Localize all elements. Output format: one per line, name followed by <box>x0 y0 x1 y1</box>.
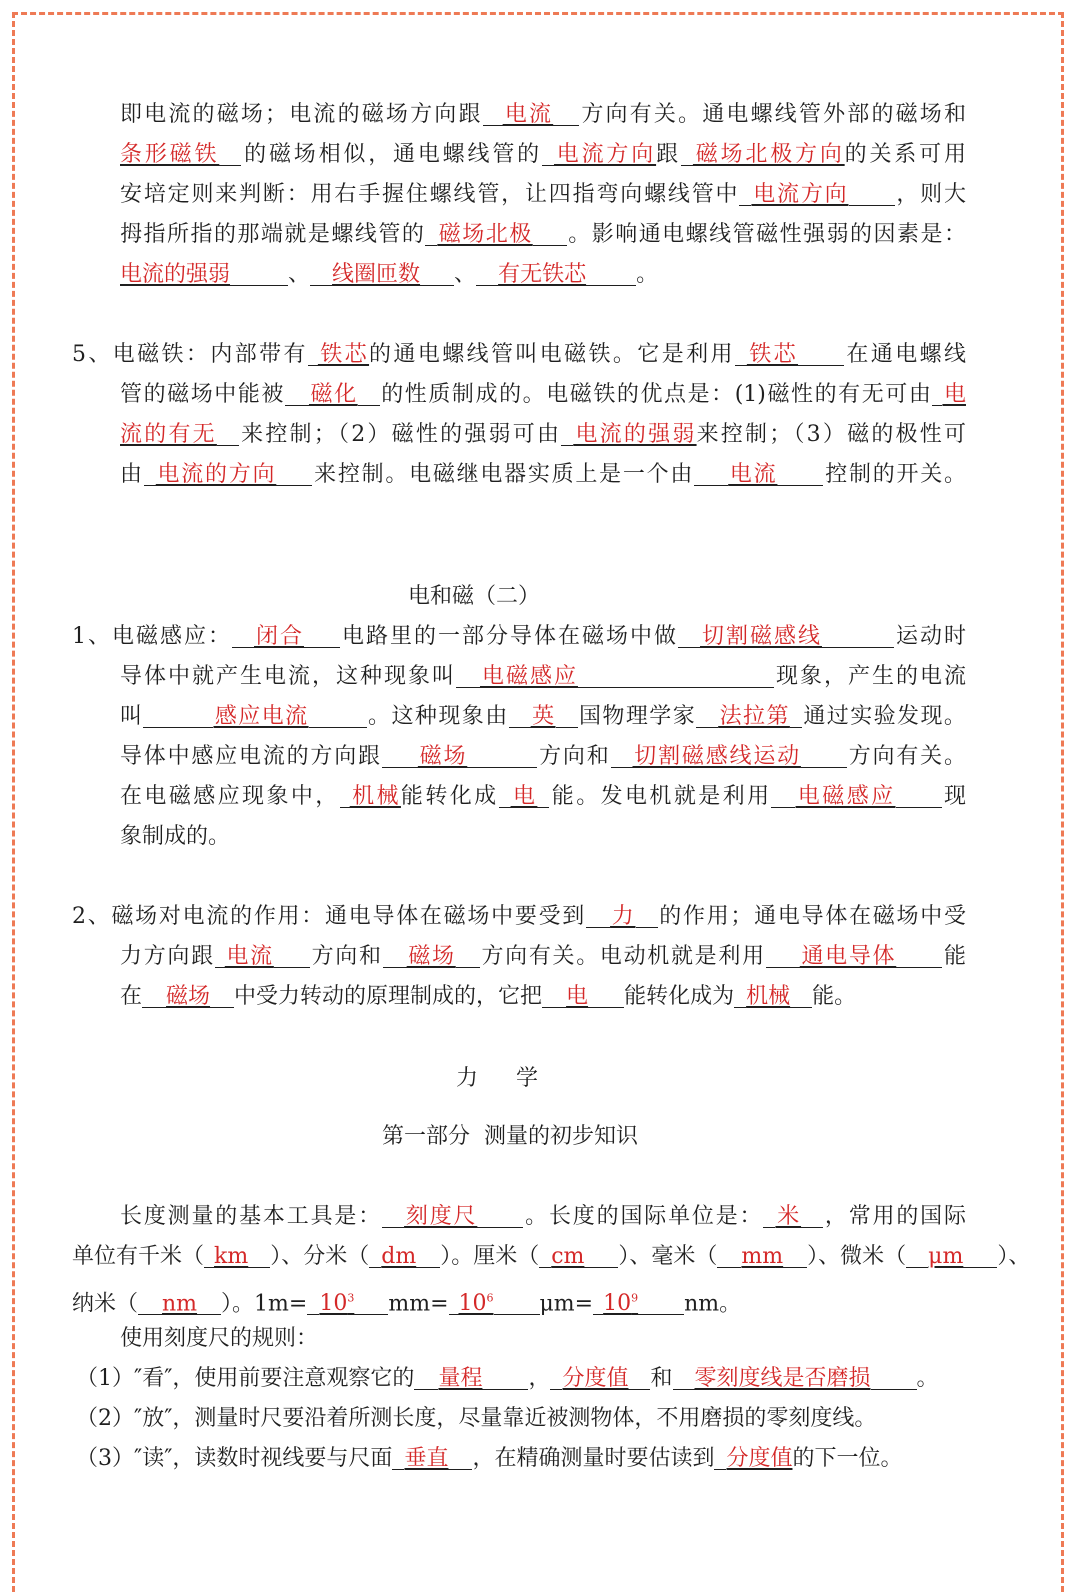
answer-blank: nm <box>162 1291 198 1317</box>
text-line-22: 使用刻度尺的规则： <box>120 1326 319 1351</box>
section-heading-em-2: 电和磁（二） <box>408 584 541 609</box>
answer-blank: 闭合 <box>254 624 304 649</box>
answer-blank: 分度值 <box>562 1366 629 1391</box>
text-line-14: 在电磁感应现象中， 机械能转化成 电 能。发电机就是利用 电磁感应 现 <box>120 784 966 809</box>
text-line-17: 力方向跟 电流 方向和 磁场 方向有关。电动机就是利用 通电导体 能 <box>120 944 966 969</box>
text-line-10: 1、电磁感应： 闭合 电路里的一部分导体在磁场中做 切割磁感线 运动时 <box>72 624 966 649</box>
text-line-7: 管的磁场中能被 磁化 的性质制成的。电磁铁的优点是：(1)磁性的有无可由 电 <box>120 382 966 407</box>
answer-blank: 垂直 <box>404 1446 449 1471</box>
answer-blank: 电磁感应 <box>795 784 896 809</box>
answer-blank: μm <box>928 1244 964 1269</box>
text-line-18: 在 磁场 中受力转动的原理制成的，它把 电 能转化成为 机械 能。 <box>120 984 857 1009</box>
answer-blank: 电流 <box>502 102 554 127</box>
answer-blank: 条形磁铁 <box>120 142 220 167</box>
answer-blank: 流的有无 <box>120 422 217 447</box>
answer-blank: 零刻度线是否磨损 <box>694 1366 871 1391</box>
answer-blank: 磁化 <box>308 382 358 407</box>
answer-blank: 米 <box>775 1204 802 1229</box>
answer-blank: 电流 <box>224 944 274 969</box>
answer-blank: 电流方向 <box>751 182 849 207</box>
answer-blank: 刻度尺 <box>404 1204 478 1229</box>
answer-blank: 磁场北极 <box>437 222 533 247</box>
text-line-19: 长度测量的基本工具是： 刻度尺 。长度的国际单位是： 米 ，常用的国际 <box>120 1204 966 1229</box>
text-line-20: 单位有千米（ km ）、分米（ dm ）。厘米（ cm ）、毫米（ mm ）、微米（ μm ）、 <box>72 1244 1031 1269</box>
answer-blank: 磁场 <box>406 944 456 969</box>
answer-blank: $10^9$ <box>603 1291 639 1317</box>
text-line-8: 流的有无 来控制；（2）磁性的强弱可由 电流的强弱来控制；（3）磁的极性可 <box>120 422 966 447</box>
text-line-21: 纳米（ nm ）。$1m= 10^3$ $mm= 10^6$ $\mu m= 10^9$ nm。 <box>72 1291 742 1317</box>
answer-blank: 电 <box>566 984 589 1009</box>
answer-blank: mm <box>741 1244 784 1269</box>
answer-blank: 电流的强弱 <box>573 422 697 447</box>
answer-blank: 力 <box>610 904 636 929</box>
answer-blank: 电流 <box>728 462 778 487</box>
answer-blank: 磁场 <box>166 984 211 1009</box>
text-line-24: （2）″放″，测量时尺要沿着所测长度，尽量靠近被测物体，不用磨损的零刻度线。 <box>76 1406 877 1431</box>
answer-blank: 铁芯 <box>317 342 370 367</box>
text-line-3: 安培定则来判断：用右手握住螺线管，让四指弯向螺线管中 电流方向 ，则大 <box>120 182 966 207</box>
answer-blank: 量程 <box>438 1366 483 1391</box>
answer-blank: 法拉第 <box>718 704 790 729</box>
answer-blank: 机械 <box>349 784 401 809</box>
answer-blank: cm <box>551 1244 585 1269</box>
text-line-9: 由 电流的方向 来控制。电磁继电器实质上是一个由 电流 控制的开关。 <box>120 462 966 487</box>
text-line-25: （3）″读″，读数时视线要与尺面 垂直 ，在精确测量时要估读到 分度值的下一位。 <box>76 1446 903 1471</box>
text-line-2: 条形磁铁 的磁场相似，通电螺线管的 电流方向跟 磁场北极方向的关系可用 <box>120 142 966 167</box>
answer-blank: dm <box>381 1244 417 1269</box>
answer-blank: 电流的方向 <box>155 462 277 487</box>
text-line-6: 5、电磁铁：内部带有 铁芯的通电螺线管叫电磁铁。它是利用 铁芯 在通电螺线 <box>72 342 966 367</box>
section-heading-measurement: 第一部分 测量的初步知识 <box>382 1124 638 1149</box>
answer-blank: 电流方向 <box>553 142 657 167</box>
text-line-15: 象制成的。 <box>120 824 231 849</box>
answer-blank: 铁芯 <box>746 342 799 367</box>
answer-blank: 机械 <box>746 984 791 1009</box>
answer-blank: 通电导体 <box>799 944 897 969</box>
answer-blank: $10^6$ <box>458 1291 494 1317</box>
text-line-5: 电流的强弱 、 线圈匝数 、 有无铁芯 。 <box>120 262 659 287</box>
answer-blank: 感应电流 <box>213 704 309 729</box>
section-heading-mechanics: 力 学 <box>456 1066 547 1091</box>
text-line-13: 导体中感应电流的方向跟 磁场 方向和 切割磁感线运动 方向有关。 <box>120 744 966 769</box>
answer-blank: 电流的强弱 <box>120 262 231 287</box>
answer-blank: 磁场北极方向 <box>692 142 845 167</box>
answer-blank: km <box>214 1244 249 1269</box>
answer-blank: 电磁感应 <box>479 664 578 689</box>
text-line-23: （1）″看″，使用前要注意观察它的 量程 ， 分度值 和 零刻度线是否磨损 。 <box>76 1366 939 1391</box>
answer-blank: 电 <box>510 784 538 809</box>
text-line-11: 导体中就产生电流，这种现象叫 电磁感应 现象，产生的电流 <box>120 664 966 689</box>
text-line-1: 即电流的磁场；电流的磁场方向跟 电流 方向有关。通电螺线管外部的磁场和 <box>120 102 966 127</box>
answer-blank: 英 <box>530 704 556 729</box>
answer-blank: 线圈匝数 <box>332 262 421 287</box>
answer-blank: 电 <box>942 382 966 407</box>
answer-blank: 有无铁芯 <box>498 262 587 287</box>
answer-blank: 切割磁感线运动 <box>632 744 801 769</box>
text-line-16: 2、磁场对电流的作用：通电导体在磁场中要受到 力 的作用；通电导体在磁场中受 <box>72 904 966 929</box>
answer-blank: 切割磁感线 <box>699 624 822 649</box>
text-line-12: 叫 感应电流 。这种现象由 英 国物理学家 法拉第 通过实验发现。 <box>120 704 966 729</box>
answer-blank: $10^3$ <box>319 1291 355 1317</box>
answer-blank: 磁场 <box>417 744 468 769</box>
answer-blank: 分度值 <box>726 1446 793 1471</box>
text-line-4: 拇指所指的那端就是螺线管的 磁场北极 。影响通电螺线管磁性强弱的因素是： <box>120 222 966 247</box>
